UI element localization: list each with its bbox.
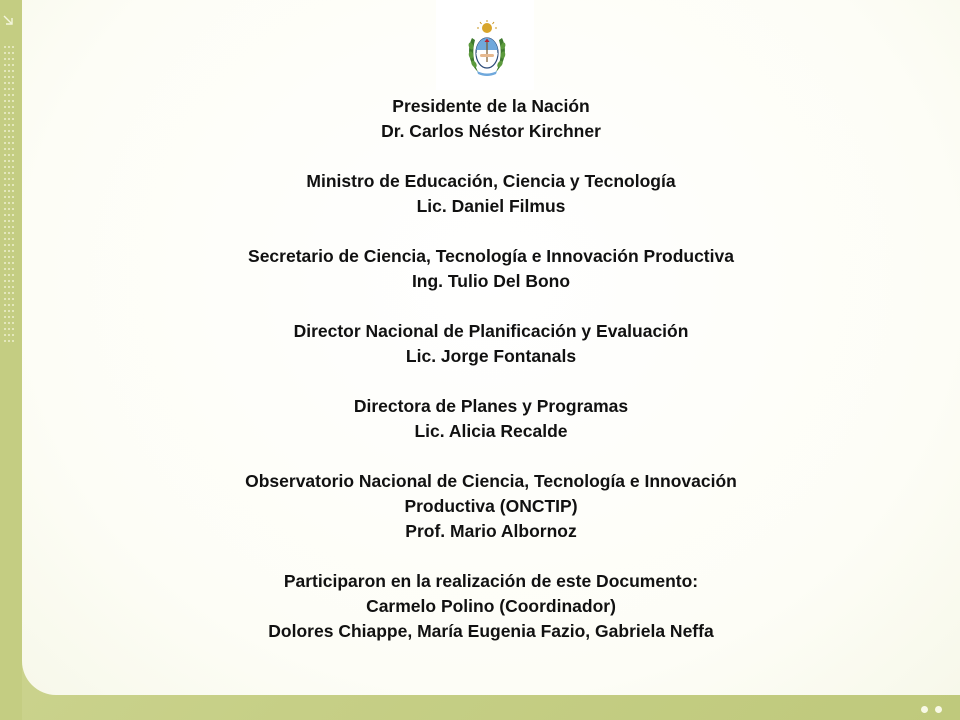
participant-names: Dolores Chiappe, María Eugenia Fazio, Gabriela Neffa: [268, 621, 714, 641]
coat-of-arms-icon: [466, 20, 508, 78]
credit-plans-director: [22, 394, 960, 444]
credit-minister: [22, 169, 960, 219]
credits-list: [22, 94, 960, 644]
dotted-pattern-decoration: [3, 44, 15, 346]
participants-heading: Participaron en la realización de este Documento:: [283, 571, 699, 591]
role-label: Directora de Planes y Programas: [353, 396, 629, 416]
person-name: Lic. Daniel Filmus: [416, 196, 566, 216]
role-label: Presidente de la Nación: [392, 96, 590, 116]
credit-president: [22, 94, 960, 144]
role-label-continued: Productiva (ONCTIP): [404, 496, 578, 516]
coordinator-name: Carmelo Polino (Coordinador): [366, 596, 616, 616]
role-label: Observatorio Nacional de Ciencia, Tecnología e Innovación: [245, 471, 737, 491]
credit-observatory: [22, 469, 960, 544]
person-name: Prof. Mario Albornoz: [405, 521, 577, 541]
corner-arrow-icon: [1, 13, 15, 27]
credit-national-director: [22, 319, 960, 369]
nav-dot-light: [921, 706, 928, 713]
role-label: Ministro de Educación, Ciencia y Tecnología: [306, 171, 676, 191]
person-name: Lic. Jorge Fontanals: [405, 346, 577, 366]
person-name: Dr. Carlos Néstor Kirchner: [381, 121, 601, 141]
slide-nav-dots: [921, 706, 951, 716]
role-label: Director Nacional de Planificación y Evaluación: [293, 321, 689, 341]
person-name: Ing. Tulio Del Bono: [411, 271, 571, 291]
credit-participants: [22, 569, 960, 644]
credit-secretary: [22, 244, 960, 294]
role-label: Secretario de Ciencia, Tecnología e Innovación Productiva: [248, 246, 734, 266]
nav-dot-light: [935, 706, 942, 713]
person-name: Lic. Alicia Recalde: [414, 421, 568, 441]
